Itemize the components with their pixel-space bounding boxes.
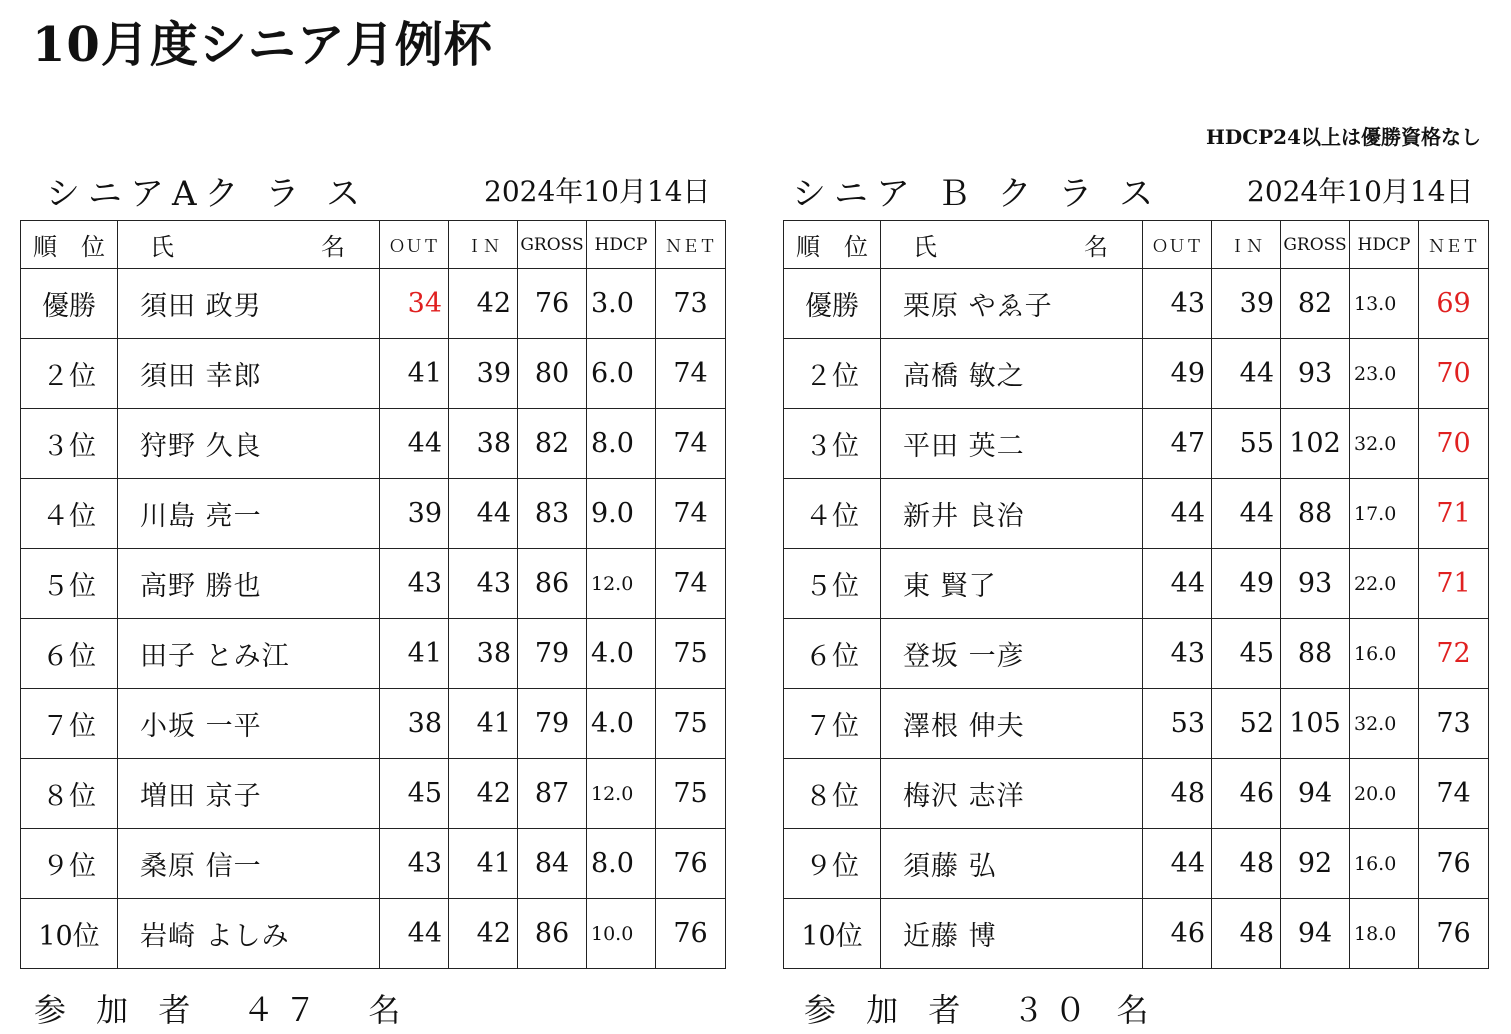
net-cell: 70: [1419, 409, 1489, 479]
gross-cell: 94: [1281, 899, 1350, 969]
net-cell: 76: [656, 899, 726, 969]
net-cell: 75: [656, 759, 726, 829]
hdcp-cell: 32.0: [1350, 409, 1419, 479]
hdcp-cell: 10.0: [587, 899, 656, 969]
in-cell: 46: [1212, 759, 1281, 829]
hdcp-cell: 12.0: [587, 759, 656, 829]
rank-header: 順 位: [784, 221, 881, 269]
name-header: [118, 221, 380, 269]
gross-cell: 102: [1281, 409, 1350, 479]
out-cell: 48: [1143, 759, 1212, 829]
gross-cell: 87: [518, 759, 587, 829]
in-header: ＩＮ: [1212, 221, 1281, 269]
name-cell: 須田 幸郎: [118, 339, 380, 409]
out-cell: 44: [1143, 549, 1212, 619]
rank-cell: ９位: [21, 829, 118, 899]
gross-cell: 88: [1281, 479, 1350, 549]
out-cell: 44: [380, 899, 449, 969]
table-row: [784, 339, 1489, 409]
gross-cell: 84: [518, 829, 587, 899]
in-cell: 39: [1212, 269, 1281, 339]
in-cell: 45: [1212, 619, 1281, 689]
net-cell: 73: [1419, 689, 1489, 759]
hdcp-cell: 8.0: [587, 829, 656, 899]
net-cell: 74: [656, 339, 726, 409]
class-b-date: 2024年10月14日: [1247, 175, 1474, 208]
gross-header: GROSS: [1281, 221, 1350, 269]
hdcp-cell: 6.0: [587, 339, 656, 409]
net-cell: 74: [1419, 759, 1489, 829]
hdcp-cell: 4.0: [587, 689, 656, 759]
in-cell: 43: [449, 549, 518, 619]
table-row: [784, 269, 1489, 339]
in-cell: 52: [1212, 689, 1281, 759]
name-cell: 登坂 一彦: [881, 619, 1143, 689]
name-header: [881, 221, 1143, 269]
gross-cell: 93: [1281, 339, 1350, 409]
hdcp-cell: 32.0: [1350, 689, 1419, 759]
in-cell: 39: [449, 339, 518, 409]
out-cell: 44: [1143, 479, 1212, 549]
name-cell: 澤根 伸夫: [881, 689, 1143, 759]
gross-cell: 80: [518, 339, 587, 409]
rank-cell: ３位: [21, 409, 118, 479]
gross-cell: 92: [1281, 829, 1350, 899]
out-cell: 44: [380, 409, 449, 479]
table-row: [21, 759, 726, 829]
name-cell: 高橋 敏之: [881, 339, 1143, 409]
rank-cell: ７位: [21, 689, 118, 759]
hdcp-cell: 23.0: [1350, 339, 1419, 409]
rank-cell: 10位: [21, 899, 118, 969]
name-cell: 東 賢了: [881, 549, 1143, 619]
table-row: [784, 619, 1489, 689]
out-cell: 44: [1143, 829, 1212, 899]
name-cell: 須藤 弘: [881, 829, 1143, 899]
hdcp-cell: 4.0: [587, 619, 656, 689]
table-row: [21, 339, 726, 409]
out-header: ＯＵＴ: [380, 221, 449, 269]
in-cell: 38: [449, 409, 518, 479]
net-header: ＮＥＴ: [656, 221, 726, 269]
rank-cell: ９位: [784, 829, 881, 899]
hdcp-cell: 3.0: [587, 269, 656, 339]
net-cell: 76: [1419, 829, 1489, 899]
name-cell: 川島 亮一: [118, 479, 380, 549]
name-cell: 新井 良治: [881, 479, 1143, 549]
gross-cell: 83: [518, 479, 587, 549]
in-cell: 44: [449, 479, 518, 549]
in-header: ＩＮ: [449, 221, 518, 269]
net-cell: 70: [1419, 339, 1489, 409]
rank-cell: ４位: [784, 479, 881, 549]
in-cell: 42: [449, 269, 518, 339]
net-cell: 73: [656, 269, 726, 339]
out-cell: 49: [1143, 339, 1212, 409]
table-row: [21, 899, 726, 969]
table-header-row: [21, 221, 726, 269]
net-cell: 71: [1419, 479, 1489, 549]
rank-cell: 優勝: [784, 269, 881, 339]
in-cell: 44: [1212, 339, 1281, 409]
table-row: [21, 689, 726, 759]
gross-cell: 86: [518, 899, 587, 969]
page-title: 10月度シニア月例杯: [32, 17, 493, 73]
out-cell: 43: [1143, 269, 1212, 339]
class-a-results-table: [20, 220, 726, 969]
gross-cell: 88: [1281, 619, 1350, 689]
out-cell: 43: [1143, 619, 1212, 689]
class-b-participants: 参 加 者 ３０ 名: [804, 991, 1159, 1029]
hdcp-cell: 16.0: [1350, 829, 1419, 899]
rank-cell: ２位: [784, 339, 881, 409]
out-cell: 45: [380, 759, 449, 829]
gross-cell: 86: [518, 549, 587, 619]
net-cell: 74: [656, 549, 726, 619]
in-cell: 48: [1212, 899, 1281, 969]
hdcp-cell: 22.0: [1350, 549, 1419, 619]
hdcp-cell: 9.0: [587, 479, 656, 549]
rank-cell: ７位: [784, 689, 881, 759]
name-cell: 狩野 久良: [118, 409, 380, 479]
name-header-first: 氏: [913, 233, 937, 261]
name-cell: 小坂 一平: [118, 689, 380, 759]
name-cell: 岩崎 よしみ: [118, 899, 380, 969]
out-cell: 46: [1143, 899, 1212, 969]
net-cell: 72: [1419, 619, 1489, 689]
class-a-date: 2024年10月14日: [484, 175, 711, 208]
hdcp-cell: 13.0: [1350, 269, 1419, 339]
table-row: [21, 619, 726, 689]
rank-cell: 10位: [784, 899, 881, 969]
out-cell: 41: [380, 339, 449, 409]
gross-cell: 93: [1281, 549, 1350, 619]
gross-cell: 79: [518, 689, 587, 759]
net-cell: 69: [1419, 269, 1489, 339]
net-cell: 75: [656, 689, 726, 759]
rank-cell: ４位: [21, 479, 118, 549]
hdcp-cell: 18.0: [1350, 899, 1419, 969]
table-row: [21, 269, 726, 339]
in-cell: 38: [449, 619, 518, 689]
table-row: [21, 829, 726, 899]
eligibility-note: HDCP24以上は優勝資格なし: [1205, 125, 1481, 149]
in-cell: 41: [449, 829, 518, 899]
net-cell: 74: [656, 409, 726, 479]
rank-cell: ５位: [784, 549, 881, 619]
name-cell: 平田 英二: [881, 409, 1143, 479]
in-cell: 41: [449, 689, 518, 759]
gross-cell: 76: [518, 269, 587, 339]
out-cell: 39: [380, 479, 449, 549]
gross-cell: 79: [518, 619, 587, 689]
gross-header: GROSS: [518, 221, 587, 269]
class-b-results-table: [783, 220, 1489, 969]
table-row: [784, 759, 1489, 829]
rank-cell: ６位: [21, 619, 118, 689]
in-cell: 42: [449, 759, 518, 829]
out-cell: 34: [380, 269, 449, 339]
rank-cell: ８位: [21, 759, 118, 829]
table-row: [21, 479, 726, 549]
net-cell: 75: [656, 619, 726, 689]
class-b-title: シニア Ｂ ク ラ ス: [792, 174, 1162, 214]
gross-cell: 105: [1281, 689, 1350, 759]
table-row: [784, 479, 1489, 549]
out-cell: 43: [380, 829, 449, 899]
name-cell: 栗原 やゑ子: [881, 269, 1143, 339]
in-cell: 44: [1212, 479, 1281, 549]
in-cell: 49: [1212, 549, 1281, 619]
table-row: [784, 409, 1489, 479]
hdcp-cell: 8.0: [587, 409, 656, 479]
name-cell: 梅沢 志洋: [881, 759, 1143, 829]
net-cell: 76: [656, 829, 726, 899]
gross-cell: 82: [518, 409, 587, 479]
net-header: ＮＥＴ: [1419, 221, 1489, 269]
table-row: [784, 689, 1489, 759]
hdcp-header: HDCP: [587, 221, 656, 269]
net-cell: 71: [1419, 549, 1489, 619]
name-header-last: 名: [321, 233, 345, 261]
out-cell: 53: [1143, 689, 1212, 759]
rank-cell: ３位: [784, 409, 881, 479]
hdcp-cell: 20.0: [1350, 759, 1419, 829]
name-cell: 須田 政男: [118, 269, 380, 339]
gross-cell: 94: [1281, 759, 1350, 829]
rank-cell: ５位: [21, 549, 118, 619]
rank-header: 順 位: [21, 221, 118, 269]
name-cell: 田子 とみ江: [118, 619, 380, 689]
name-cell: 近藤 博: [881, 899, 1143, 969]
hdcp-cell: 16.0: [1350, 619, 1419, 689]
name-cell: 桑原 信一: [118, 829, 380, 899]
in-cell: 55: [1212, 409, 1281, 479]
rank-cell: ６位: [784, 619, 881, 689]
table-row: [21, 409, 726, 479]
class-a-participants: 参 加 者 ４７ 名: [34, 991, 411, 1029]
name-header-first: 氏: [150, 233, 174, 261]
name-cell: 増田 京子: [118, 759, 380, 829]
table-row: [784, 549, 1489, 619]
out-cell: 47: [1143, 409, 1212, 479]
hdcp-header: HDCP: [1350, 221, 1419, 269]
table-row: [784, 829, 1489, 899]
in-cell: 42: [449, 899, 518, 969]
table-header-row: [784, 221, 1489, 269]
rank-cell: ８位: [784, 759, 881, 829]
rank-cell: 優勝: [21, 269, 118, 339]
rank-cell: ２位: [21, 339, 118, 409]
out-cell: 43: [380, 549, 449, 619]
gross-cell: 82: [1281, 269, 1350, 339]
class-a-title: シニアAク ラ ス: [46, 174, 369, 214]
net-cell: 74: [656, 479, 726, 549]
in-cell: 48: [1212, 829, 1281, 899]
table-row: [784, 899, 1489, 969]
name-cell: 高野 勝也: [118, 549, 380, 619]
hdcp-cell: 12.0: [587, 549, 656, 619]
out-cell: 41: [380, 619, 449, 689]
out-cell: 38: [380, 689, 449, 759]
hdcp-cell: 17.0: [1350, 479, 1419, 549]
table-row: [21, 549, 726, 619]
out-header: ＯＵＴ: [1143, 221, 1212, 269]
name-header-last: 名: [1084, 233, 1108, 261]
net-cell: 76: [1419, 899, 1489, 969]
